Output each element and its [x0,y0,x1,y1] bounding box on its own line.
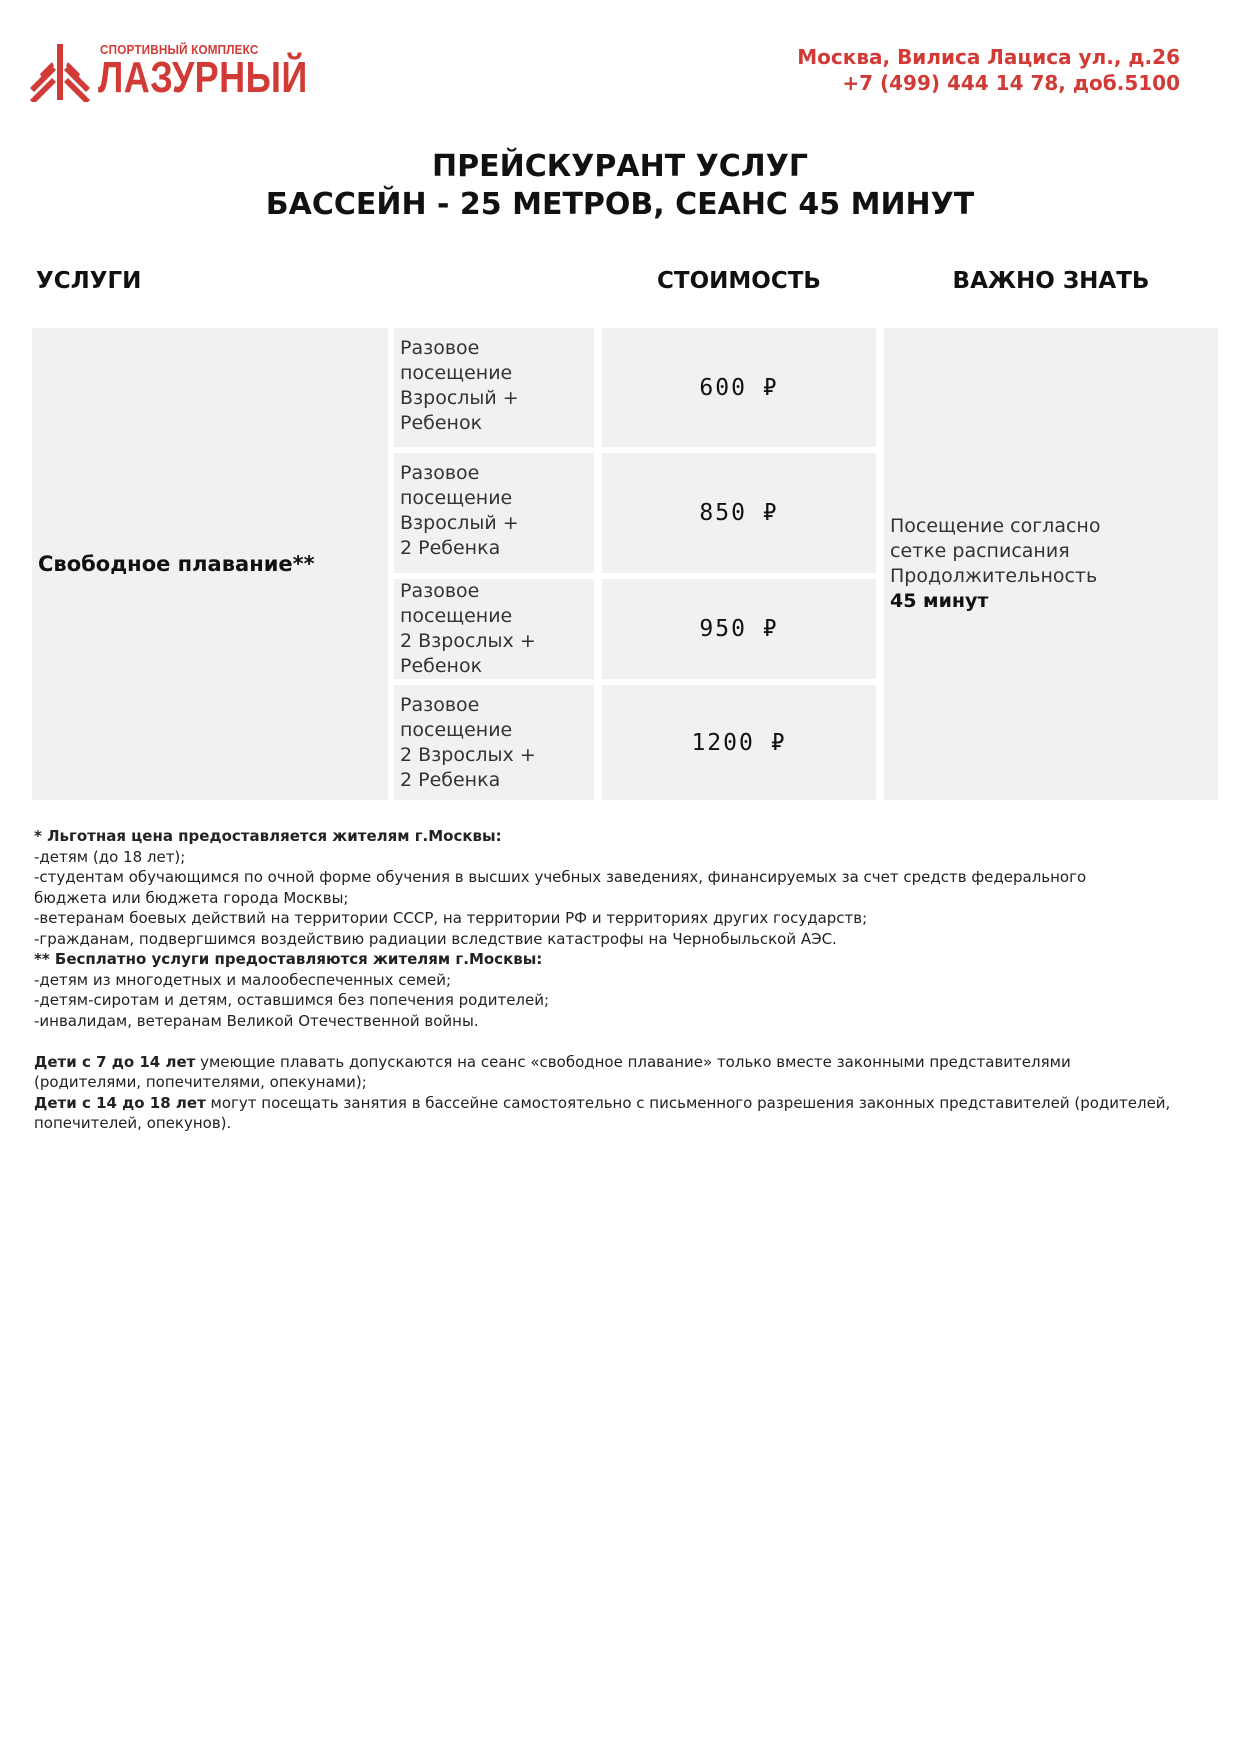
important-line: Продолжительность [890,565,1098,587]
price-cell: 600 ₽ [602,328,876,447]
important-duration: 45 минут [890,590,989,612]
title-line-1: ПРЕЙСКУРАНТ УСЛУГ [432,149,808,184]
important-line: Посещение согласно [890,515,1101,537]
logo-subtitle: СПОРТИВНЫЙ КОМПЛЕКС [100,42,259,57]
option-line: 2 Ребенка [400,537,501,559]
important-cell [884,328,1218,800]
service-name: Свободное плавание** [38,552,315,576]
option-line: Разовое [400,462,480,484]
footnotes [34,826,1224,1134]
option-line: посещение [400,605,513,627]
footnote-item: -гражданам, подвергшимся воздействию радиации вследствие катастрофы на Чернобыльской АЭС. [34,929,837,948]
table-row-option [394,685,594,800]
kids-rule-2-cont: попечителей, опекунов). [34,1114,232,1132]
footnote-item: -детям (до 18 лет); [34,847,186,866]
option-line: посещение [400,487,513,509]
option-line: Взрослый + [400,512,519,534]
table-row-option [394,328,594,447]
option-line: 2 Ребенка [400,769,501,791]
option-line: Ребенок [400,655,483,677]
footnote-item: -детям-сиротам и детям, оставшимся без попечения родителей; [34,991,550,1009]
service-cell [32,328,388,800]
price-cell: 950 ₽ [602,579,876,679]
contact-address: Москва, Вилиса Лациса ул., д.26 [797,45,1180,69]
contact-phone: +7 (499) 444 14 78, доб.5100 [842,71,1180,95]
footnote-item: -ветеранам боевых действий на территории СССР, на территории РФ и территориях других государств; [34,909,868,927]
option-line: Разовое [400,580,480,602]
header-important: ВАЖНО ЗНАТЬ [952,268,1150,294]
kids-rule-2: Дети с 14 до 18 лет могут посещать занятия в бассейне самостоятельно с письменного разрешения законных представителей (родителей, [34,1093,1171,1112]
header-services: УСЛУГИ [36,268,142,294]
kids-rule-1: Дети с 7 до 14 лет умеющие плавать допускаются на сеанс «свободное плавание» только вместе законными представителями [34,1052,1071,1071]
option-line: Разовое [400,337,480,359]
logo [30,42,308,102]
header-price: СТОИМОСТЬ [657,268,821,294]
footnote-item: бюджета или бюджета города Москвы; [34,888,349,907]
kids-rule-1-cont: (родителями, попечителями, опекунами); [34,1073,367,1091]
price-cell: 1200 ₽ [602,685,876,800]
option-line: посещение [400,719,513,741]
table-row-option [394,579,594,679]
logo-name: ЛАЗУРНЫЙ [98,53,308,102]
page-title [0,148,1240,224]
contact-block [797,44,1180,96]
table-row-option [394,453,594,573]
trident-logo-icon [30,42,90,102]
option-line: 2 Взрослых + [400,744,536,766]
option-line: Разовое [400,694,480,716]
footnote-item: -инвалидам, ветеранам Великой Отечественной войны. [34,1011,479,1030]
important-line: сетке расписания [890,540,1070,562]
title-line-2: БАССЕЙН - 25 МЕТРОВ, СЕАНС 45 МИНУТ [265,187,975,222]
footnote-1-title: * Льготная цена предоставляется жителям г.Москвы: [34,827,502,845]
price-cell: 850 ₽ [602,453,876,573]
option-line: посещение [400,362,513,384]
footnote-item: -детям из многодетных и малообеспеченных семей; [34,970,452,989]
footnote-item: -студентам обучающимся по очной форме обучения в высших учебных заведениях, финансируемых за счет средств федерального [34,868,1087,886]
option-line: Взрослый + [400,387,519,409]
option-line: 2 Взрослых + [400,630,536,652]
option-line: Ребенок [400,412,483,434]
footnote-2-title: ** Бесплатно услуги предоставляются жителям г.Москвы: [34,950,543,968]
